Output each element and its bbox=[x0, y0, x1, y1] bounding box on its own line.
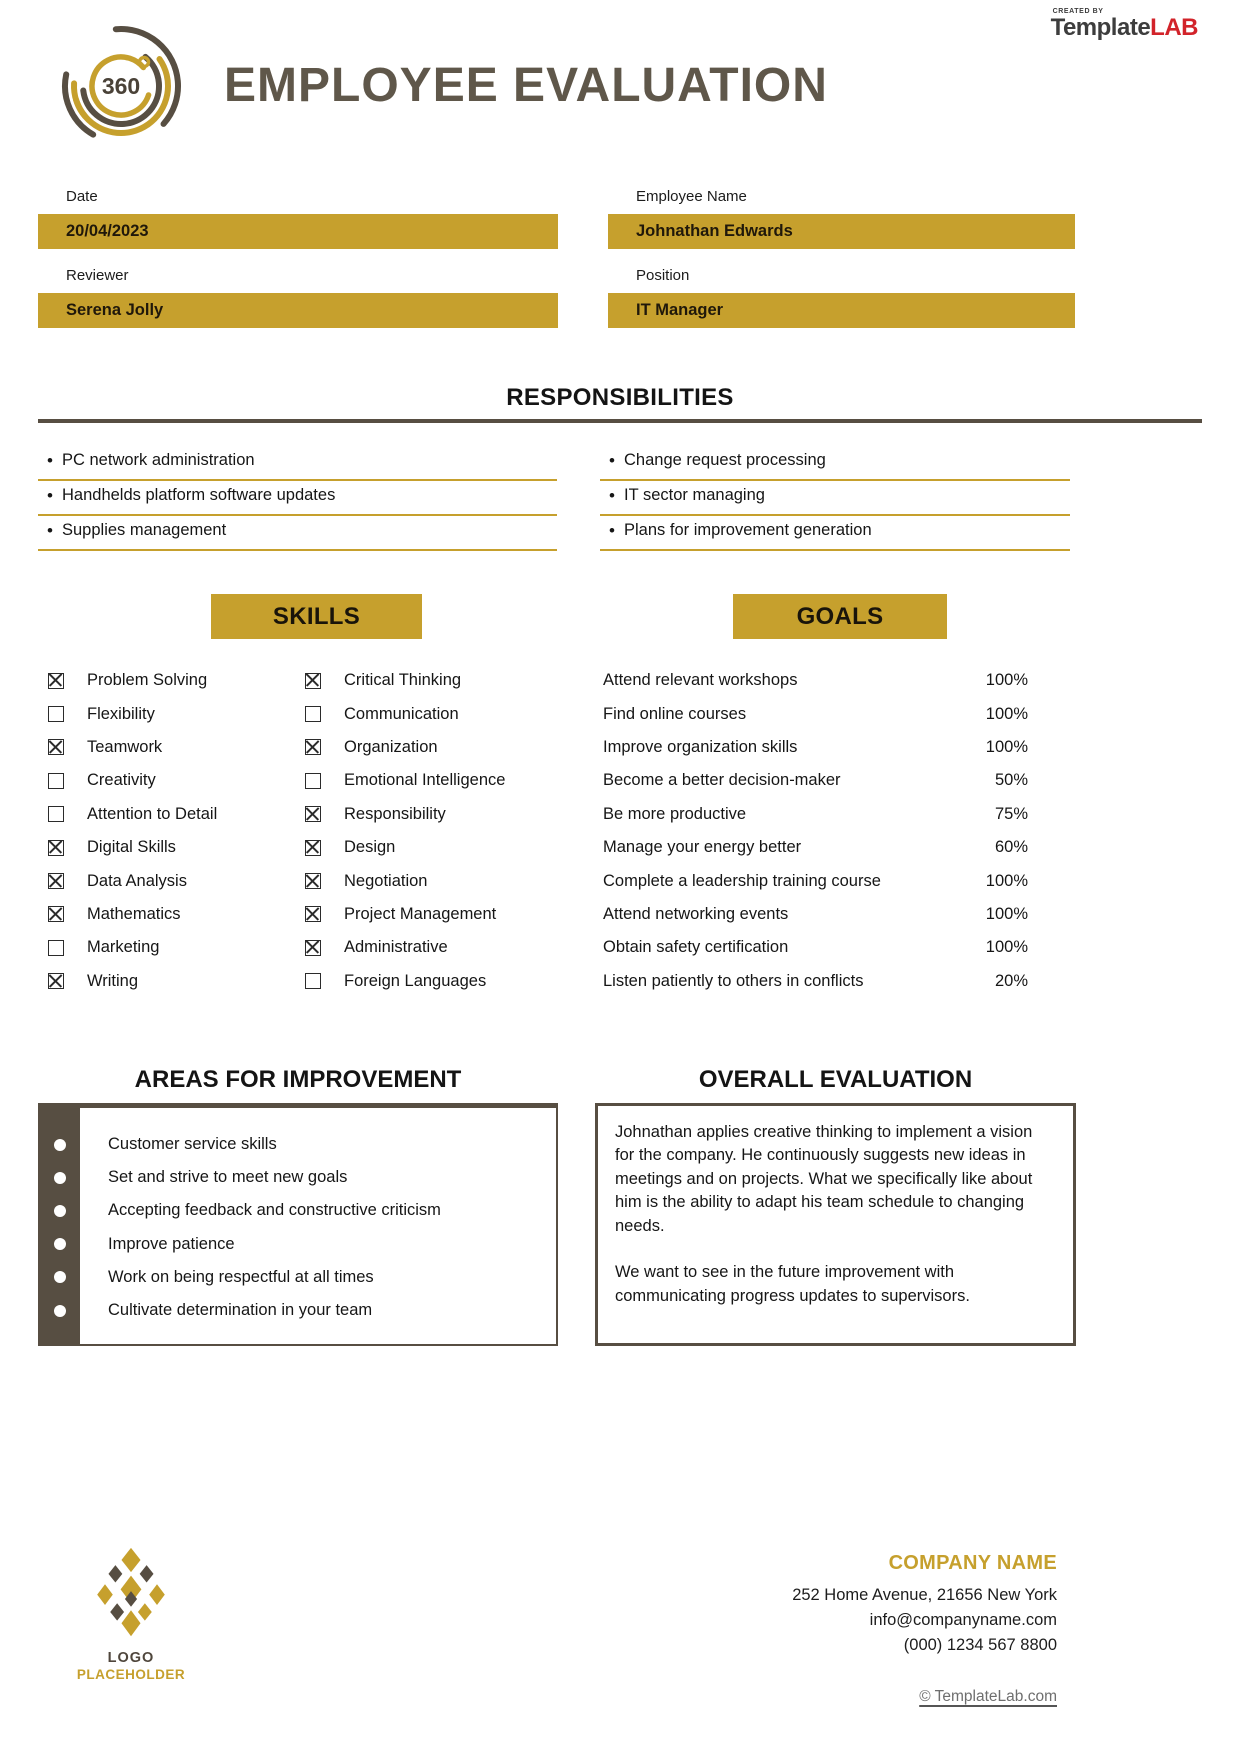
skill-label: Writing bbox=[87, 971, 139, 990]
skill-label: Critical Thinking bbox=[344, 671, 462, 690]
field-date bbox=[38, 188, 558, 249]
360-degree-logo-icon bbox=[60, 22, 182, 150]
logo-placeholder bbox=[76, 1546, 186, 1684]
skill-checkbox[interactable] bbox=[48, 940, 64, 956]
responsibility-item: • Supplies management bbox=[38, 516, 557, 551]
responsibility-item: • Change request processing bbox=[600, 446, 1070, 481]
skill-label: Teamwork bbox=[87, 737, 163, 756]
logo-placeholder-line2: PLACEHOLDER bbox=[76, 1667, 186, 1683]
improvement-item: Cultivate determination in your team bbox=[40, 1294, 556, 1327]
goal-label: Listen patiently to others in conflicts bbox=[603, 971, 864, 990]
responsibility-item: • PC network administration bbox=[38, 446, 557, 481]
skill-row bbox=[305, 931, 567, 964]
goal-row bbox=[603, 731, 1028, 764]
goal-row bbox=[603, 864, 1028, 897]
skills-column-2 bbox=[305, 664, 567, 998]
goals-list bbox=[603, 664, 1028, 998]
company-info bbox=[792, 1552, 1057, 1657]
skill-checkbox[interactable] bbox=[48, 673, 64, 689]
responsibilities-heading: RESPONSIBILITIES bbox=[506, 384, 734, 411]
skill-row bbox=[305, 664, 567, 697]
skill-checkbox[interactable] bbox=[305, 940, 321, 956]
goal-percent: 100% bbox=[985, 871, 1028, 890]
skill-checkbox[interactable] bbox=[48, 706, 64, 722]
overall-evaluation-paragraph: We want to see in the future improvement with communicating progress updates to supervisors. bbox=[615, 1263, 970, 1305]
skill-row bbox=[305, 864, 567, 897]
company-address: 252 Home Avenue, 21656 New York bbox=[792, 1586, 1057, 1604]
skill-checkbox[interactable] bbox=[305, 806, 321, 822]
responsibility-item: • Plans for improvement generation bbox=[600, 516, 1070, 551]
skill-label: Design bbox=[344, 838, 396, 857]
skill-label: Digital Skills bbox=[87, 838, 176, 857]
skill-checkbox[interactable] bbox=[305, 673, 321, 689]
goal-percent: 100% bbox=[985, 938, 1028, 957]
skill-row bbox=[48, 798, 298, 831]
field-reviewer-value[interactable]: Serena Jolly bbox=[38, 293, 558, 328]
goal-percent: 60% bbox=[994, 838, 1028, 857]
company-name: COMPANY NAME bbox=[888, 1552, 1057, 1574]
skill-checkbox[interactable] bbox=[305, 973, 321, 989]
skill-checkbox[interactable] bbox=[305, 773, 321, 789]
skill-row bbox=[48, 731, 298, 764]
responsibility-item: • Handhelds platform software updates bbox=[38, 481, 557, 516]
goal-percent: 75% bbox=[994, 804, 1028, 823]
skill-row bbox=[305, 965, 567, 998]
templatelab-wordmark bbox=[1051, 14, 1198, 41]
goal-row bbox=[603, 798, 1028, 831]
skill-row bbox=[305, 798, 567, 831]
skill-label: Flexibility bbox=[87, 704, 155, 723]
diamond-logo-icon bbox=[79, 1546, 183, 1645]
overall-evaluation-paragraph: Johnathan applies creative thinking to implement a vision for the company. He continuously suggests new ideas in meetings and on projects. What we specifically like about him is the ability to adapt his team schedule to changing needs. bbox=[615, 1123, 1033, 1235]
templatelab-logo bbox=[1051, 8, 1198, 40]
skills-heading: SKILLS bbox=[211, 594, 422, 639]
overall-evaluation-heading: OVERALL EVALUATION bbox=[698, 1066, 973, 1093]
created-by-label: CREATED BY bbox=[1052, 8, 1104, 15]
goal-row bbox=[603, 898, 1028, 931]
templatelab-credit-link[interactable]: © TemplateLab.com bbox=[919, 1688, 1057, 1705]
skill-label: Administrative bbox=[344, 938, 448, 957]
goal-label: Attend relevant workshops bbox=[603, 671, 798, 690]
logo-placeholder-line1: LOGO bbox=[107, 1650, 155, 1666]
responsibilities-divider bbox=[38, 419, 1202, 423]
skill-row bbox=[48, 831, 298, 864]
improvement-item: Improve patience bbox=[40, 1228, 556, 1261]
improvement-item: Accepting feedback and constructive criticism bbox=[40, 1194, 556, 1227]
skill-row bbox=[305, 831, 567, 864]
improvement-item: Customer service skills bbox=[40, 1128, 556, 1161]
field-position-label: Position bbox=[636, 267, 690, 284]
goal-row bbox=[603, 965, 1028, 998]
skill-row bbox=[48, 764, 298, 797]
skill-checkbox[interactable] bbox=[48, 906, 64, 922]
page-title: EMPLOYEE EVALUATION bbox=[224, 59, 828, 112]
goal-percent: 100% bbox=[985, 704, 1028, 723]
goal-label: Manage your energy better bbox=[603, 838, 802, 857]
goal-percent: 20% bbox=[994, 971, 1028, 990]
skill-label: Communication bbox=[344, 704, 459, 723]
skill-row bbox=[48, 664, 298, 697]
goal-percent: 100% bbox=[985, 737, 1028, 756]
logo-360-text: 360 bbox=[101, 73, 141, 99]
goal-row bbox=[603, 697, 1028, 730]
skill-label: Creativity bbox=[87, 771, 156, 790]
skill-row bbox=[305, 898, 567, 931]
skill-row bbox=[48, 898, 298, 931]
skill-row bbox=[48, 965, 298, 998]
field-date-label: Date bbox=[66, 188, 98, 205]
goal-row bbox=[603, 664, 1028, 697]
improvement-heading: AREAS FOR IMPROVEMENT bbox=[134, 1066, 462, 1093]
goal-label: Improve organization skills bbox=[603, 737, 798, 756]
skill-checkbox[interactable] bbox=[305, 739, 321, 755]
skill-label: Data Analysis bbox=[87, 871, 187, 890]
field-reviewer bbox=[38, 267, 558, 328]
skill-checkbox[interactable] bbox=[48, 840, 64, 856]
improvement-box bbox=[38, 1103, 558, 1346]
goal-percent: 100% bbox=[985, 904, 1028, 923]
skill-checkbox[interactable] bbox=[48, 806, 64, 822]
goal-percent: 100% bbox=[985, 671, 1028, 690]
improvement-list bbox=[40, 1128, 556, 1327]
responsibility-item: • IT sector managing bbox=[600, 481, 1070, 516]
templatelab-word-template: Template bbox=[1050, 14, 1151, 41]
field-reviewer-label: Reviewer bbox=[66, 267, 129, 284]
goal-percent: 50% bbox=[994, 771, 1028, 790]
skill-label: Negotiation bbox=[344, 871, 428, 890]
goal-label: Find online courses bbox=[603, 704, 747, 723]
skill-checkbox[interactable] bbox=[305, 706, 321, 722]
field-employee-name bbox=[608, 188, 1075, 249]
goal-label: Become a better decision-maker bbox=[603, 771, 841, 790]
goal-row bbox=[603, 931, 1028, 964]
skill-checkbox[interactable] bbox=[48, 873, 64, 889]
goal-row bbox=[603, 764, 1028, 797]
skill-checkbox[interactable] bbox=[48, 973, 64, 989]
skill-row bbox=[305, 764, 567, 797]
skill-row bbox=[48, 931, 298, 964]
field-employee-name-value[interactable]: Johnathan Edwards bbox=[608, 214, 1075, 249]
skill-row bbox=[48, 864, 298, 897]
skill-checkbox[interactable] bbox=[48, 773, 64, 789]
goals-heading: GOALS bbox=[733, 594, 947, 639]
skill-label: Emotional Intelligence bbox=[344, 771, 506, 790]
goal-label: Be more productive bbox=[603, 804, 747, 823]
skill-checkbox[interactable] bbox=[305, 906, 321, 922]
skill-row bbox=[305, 731, 567, 764]
field-employee-name-label: Employee Name bbox=[636, 188, 747, 205]
improvement-item: Work on being respectful at all times bbox=[40, 1261, 556, 1294]
goal-row bbox=[603, 831, 1028, 864]
skill-label: Problem Solving bbox=[87, 671, 208, 690]
skill-label: Organization bbox=[344, 737, 438, 756]
skill-checkbox[interactable] bbox=[305, 840, 321, 856]
templatelab-word-lab: LAB bbox=[1150, 14, 1198, 41]
skill-label: Mathematics bbox=[87, 904, 181, 923]
skill-checkbox[interactable] bbox=[48, 739, 64, 755]
overall-evaluation-box bbox=[595, 1103, 1076, 1346]
improvement-item: Set and strive to meet new goals bbox=[40, 1161, 556, 1194]
skill-checkbox[interactable] bbox=[305, 873, 321, 889]
skill-row bbox=[48, 697, 298, 730]
goal-label: Complete a leadership training course bbox=[603, 871, 881, 890]
goal-label: Obtain safety certification bbox=[603, 938, 789, 957]
field-position bbox=[608, 267, 1075, 328]
skill-label: Marketing bbox=[87, 938, 160, 957]
skill-label: Project Management bbox=[344, 904, 497, 923]
skill-label: Responsibility bbox=[344, 804, 446, 823]
skill-label: Foreign Languages bbox=[344, 971, 487, 990]
responsibilities-right-column bbox=[600, 446, 1070, 551]
goal-label: Attend networking events bbox=[603, 904, 789, 923]
company-phone: (000) 1234 567 8800 bbox=[903, 1635, 1057, 1654]
responsibilities-left-column bbox=[38, 446, 557, 551]
company-email: info@companyname.com bbox=[869, 1610, 1057, 1629]
field-date-value[interactable]: 20/04/2023 bbox=[38, 214, 558, 249]
field-position-value[interactable]: IT Manager bbox=[608, 293, 1075, 328]
skill-label: Attention to Detail bbox=[87, 804, 218, 823]
skill-row bbox=[305, 697, 567, 730]
skills-column-1 bbox=[48, 664, 298, 998]
